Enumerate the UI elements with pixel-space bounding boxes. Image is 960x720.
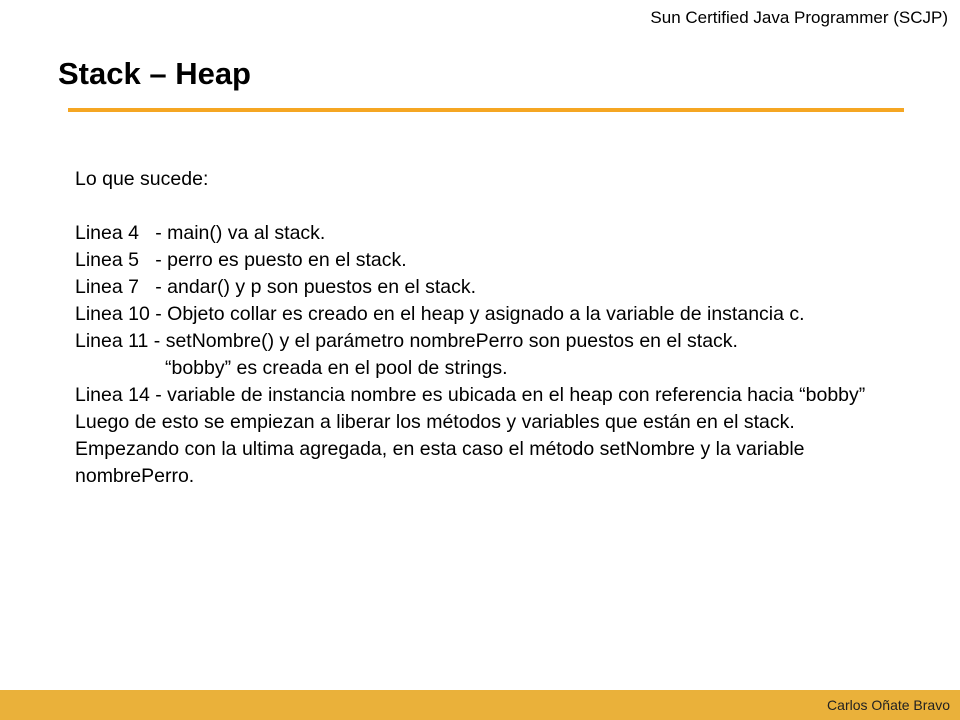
content-line-linea-7: Linea 7 - andar() y p son puestos en el stack. xyxy=(75,276,477,298)
title-underline xyxy=(68,108,904,112)
course-header: Sun Certified Java Programmer (SCJP) xyxy=(650,8,948,27)
footer-bar xyxy=(0,690,960,720)
content-line-linea-5: Linea 5 - perro es puesto en el stack. xyxy=(75,249,407,271)
content-line-linea-11: Linea 11 - setNombre() y el parámetro nombrePerro son puestos en el stack. xyxy=(75,330,738,352)
footer-author: Carlos Oñate Bravo xyxy=(827,697,950,713)
content-line-linea-14: Linea 14 - variable de instancia nombre es ubicada en el heap con referencia hacia “bobby” xyxy=(75,384,866,406)
content-line-bobby-pool: “bobby” es creada en el pool de strings. xyxy=(165,357,508,379)
spacer xyxy=(75,193,905,220)
intro-text: Lo que sucede: xyxy=(75,168,209,190)
content-line-linea-10: Linea 10 - Objeto collar es creado en el heap y asignado a la variable de instancia c. xyxy=(75,303,805,325)
content-line-empezando: Empezando con la ultima agregada, en esta caso el método setNombre y la variable nombrePerro. xyxy=(75,438,810,487)
slide-title: Stack – Heap xyxy=(58,56,251,91)
content-line-liberar: Luego de esto se empiezan a liberar los métodos y variables que están en el stack. xyxy=(75,411,795,433)
slide-content xyxy=(75,166,905,490)
content-line-linea-4: Linea 4 - main() va al stack. xyxy=(75,222,326,244)
